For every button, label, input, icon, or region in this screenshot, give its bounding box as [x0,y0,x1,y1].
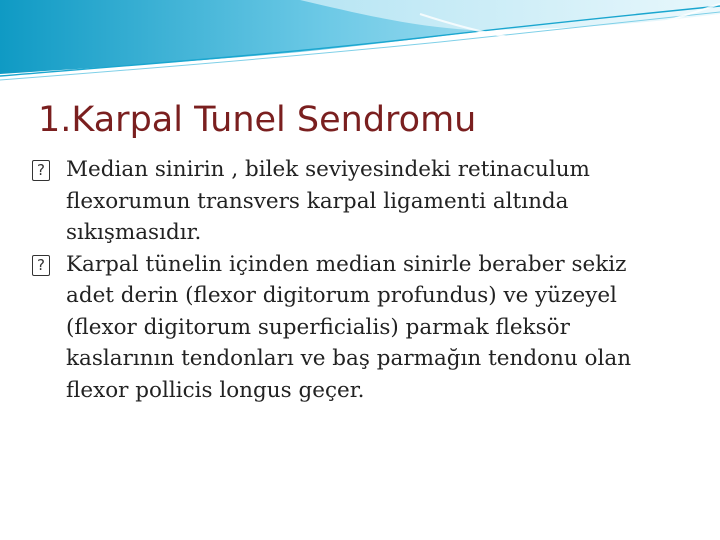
bullet-text: Median sinirin , bilek seviyesindeki retinaculum flexorumun transvers karpal ligamenti altında sıkışmasıdır. [66,157,590,245]
header-wave-decoration [0,0,720,90]
bullet-item [32,249,672,407]
bullet-item [32,154,672,249]
slide-title: 1.Karpal Tunel Sendromu [38,100,477,140]
bullet-list [32,154,672,406]
bullet-text: Karpal tünelin içinden median sinirle beraber sekiz adet derin (flexor digitorum profundus) ve yüzeyel (flexor digitorum superficialis) parmak fleksör kaslarının tendonları ve baş parmağın tendonu olan flexor pollicis longus geçer. [66,251,632,403]
missing-glyph-box-icon: ? [32,160,50,181]
missing-glyph-box-icon: ? [32,255,50,276]
